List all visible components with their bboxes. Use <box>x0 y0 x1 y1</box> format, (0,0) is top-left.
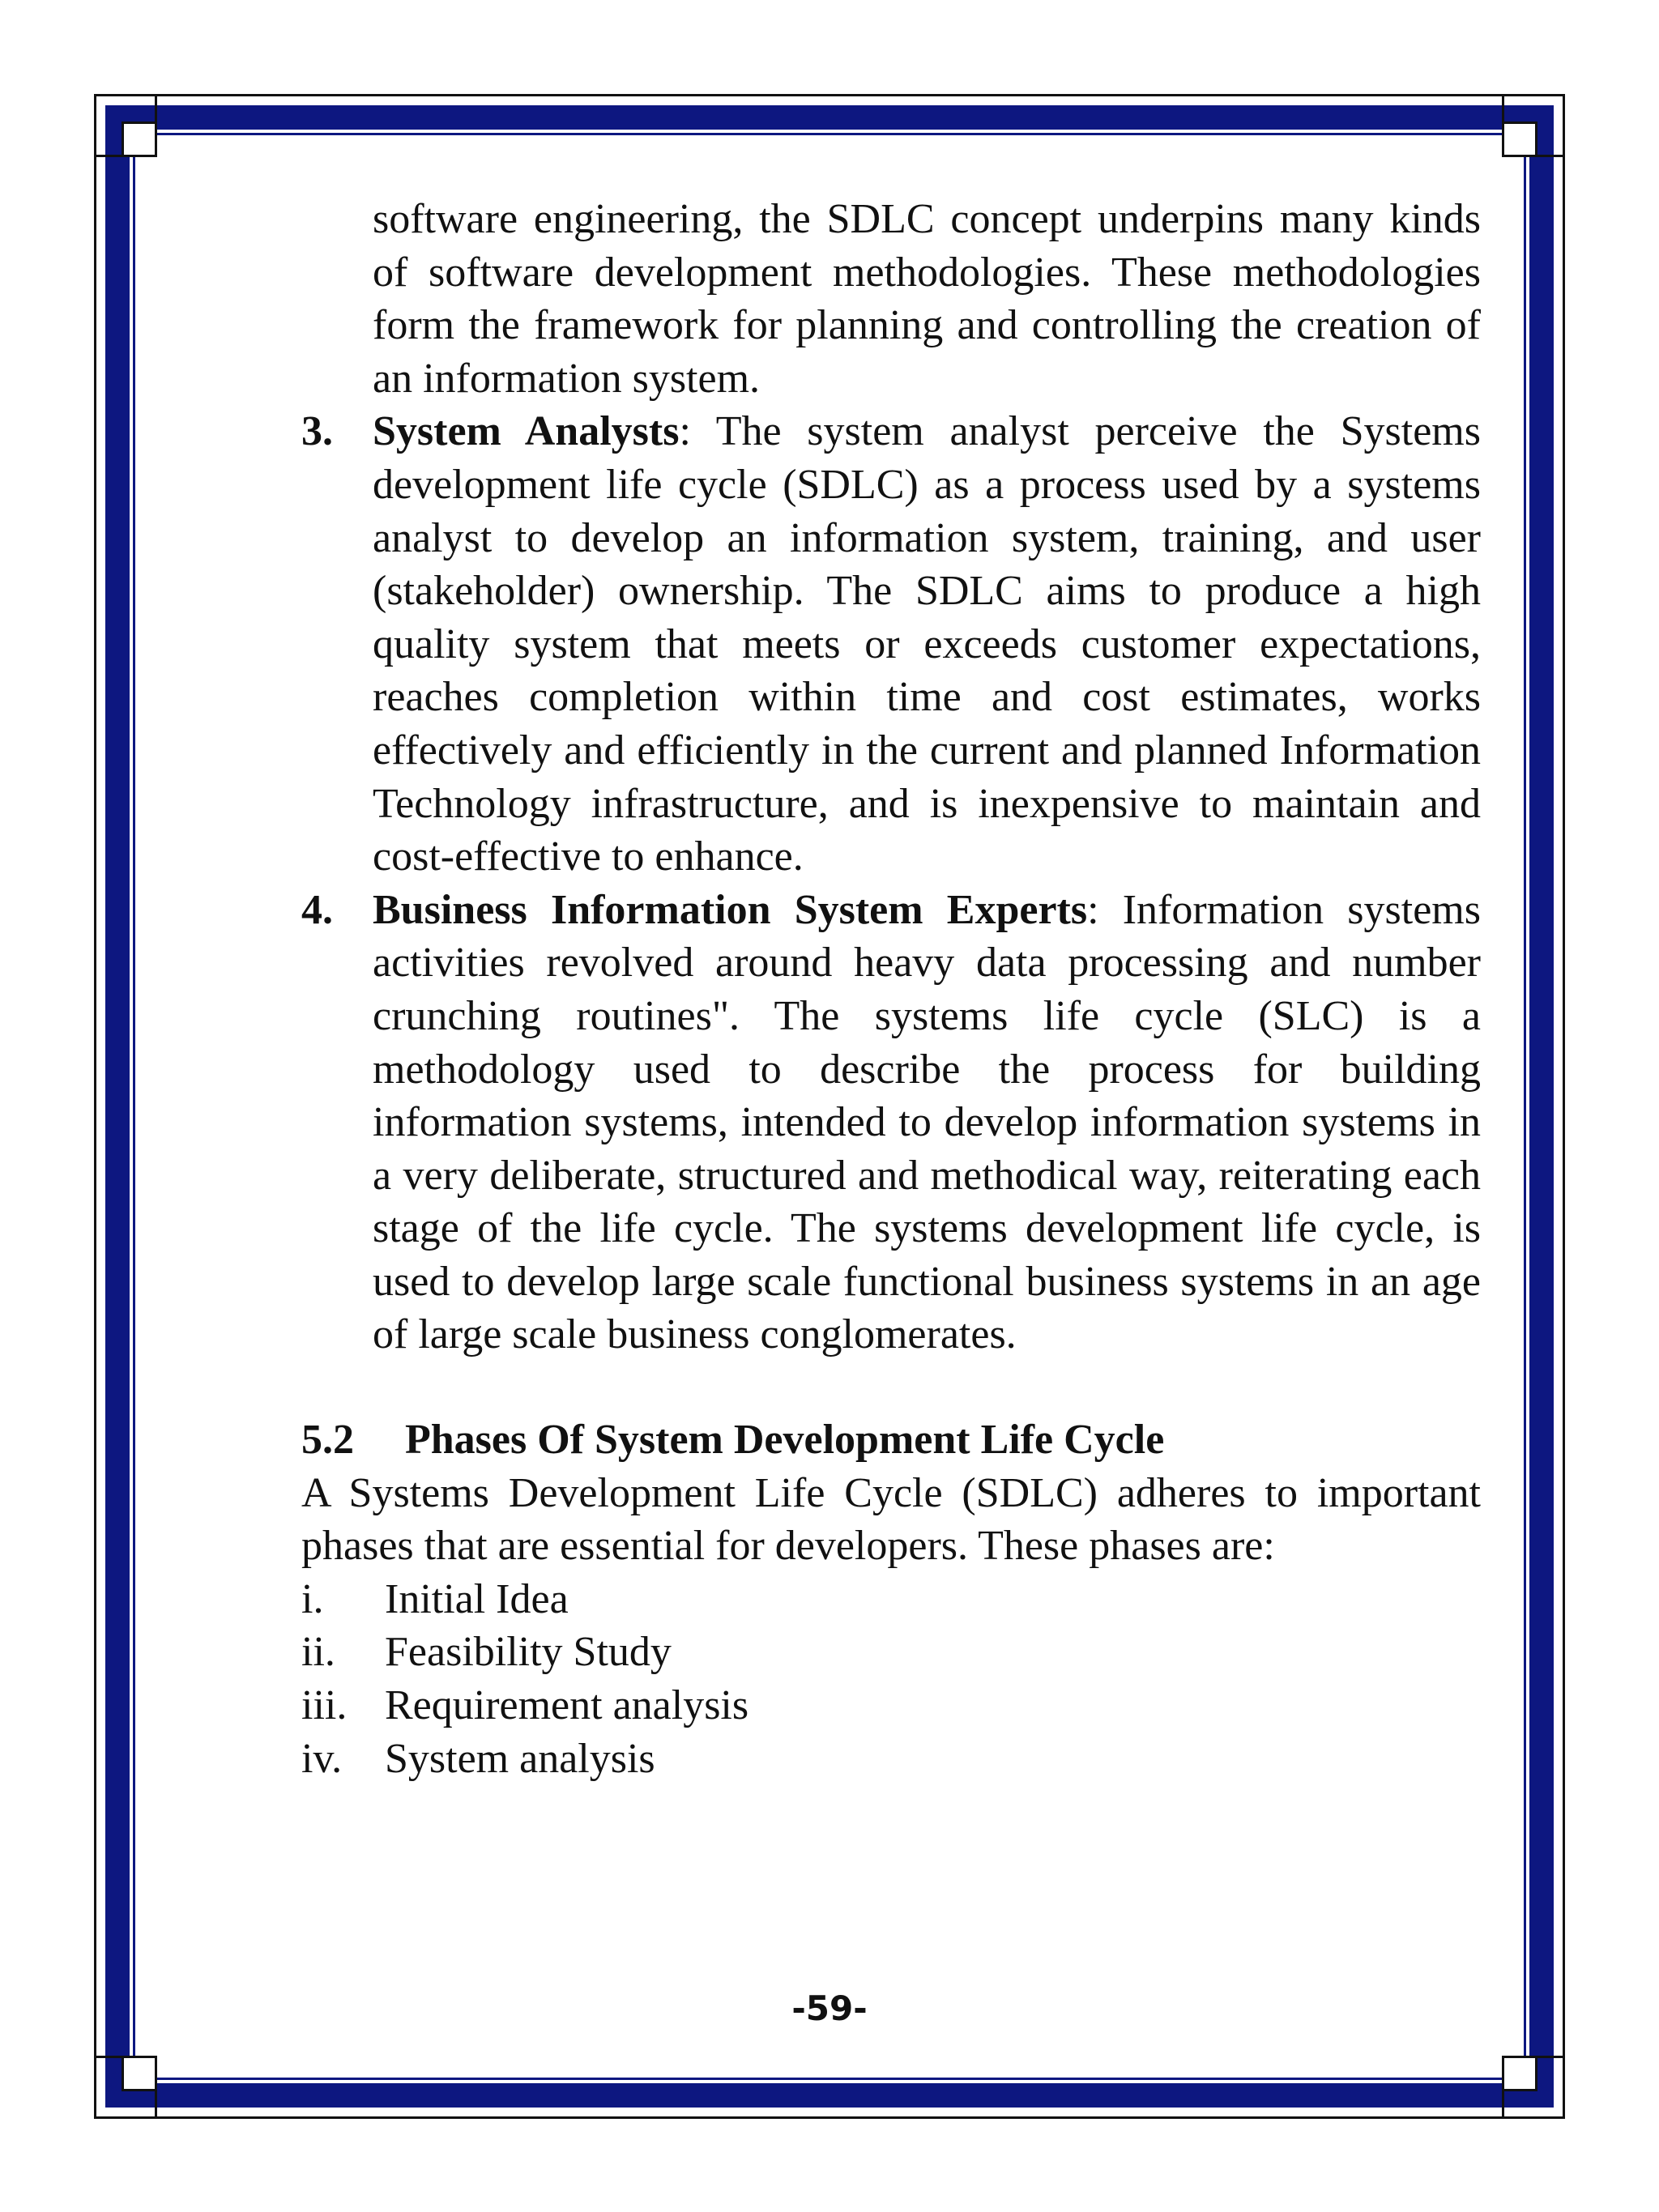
item-term: Business Information System Experts <box>373 886 1088 933</box>
section-intro: A Systems Development Life Cycle (SDLC) adheres to important phases that are essential for developers. These phases are: <box>301 1469 1481 1570</box>
phase-list-item <box>301 1626 1481 1679</box>
item-number: 3. <box>301 408 333 455</box>
phase-number: iii. <box>301 1682 348 1729</box>
item-term: System Analysts <box>373 408 680 455</box>
item-text: : Information systems activities revolved around heavy data processing and number crunching routines". The systems life cycle (SLC) is a methodology used to describe the process for building information systems, intended to develop information systems in a very deliberate, structured and methodical way, reiterating each stage of the life cycle. The systems development life cycle, is used to develop large scale functional business systems in an age of large scale business conglomerates. <box>373 886 1481 1358</box>
list-item-business-information-system-experts <box>301 884 1481 1362</box>
phase-list-item <box>301 1679 1481 1733</box>
section-heading <box>301 1413 1481 1467</box>
phase-label: Initial Idea <box>385 1575 569 1622</box>
phase-label: Feasibility Study <box>385 1629 672 1676</box>
phase-list-item <box>301 1573 1481 1626</box>
list-item-system-analysts <box>301 405 1481 883</box>
phase-number: iv. <box>301 1735 343 1782</box>
continuation-paragraph: software engineering, the SDLC concept underpins many kinds of software development methodologies. These methodologies form the framework for planning and controlling the creation of an information system. <box>373 196 1481 402</box>
page-number: -59- <box>791 1988 868 2028</box>
phase-label: Requirement analysis <box>385 1682 749 1729</box>
phase-number: ii. <box>301 1629 335 1676</box>
phase-label: System analysis <box>385 1735 655 1782</box>
section-title: Phases Of System Development Life Cycle <box>405 1417 1165 1464</box>
phase-list-item <box>301 1733 1481 1786</box>
page-content <box>301 193 1481 1785</box>
corner-square-top-right <box>1502 121 1537 157</box>
item-number: 4. <box>301 886 333 933</box>
section-number: 5.2 <box>301 1417 354 1464</box>
item-text: : The system analyst perceive the Systems development life cycle (SDLC) as a process used by a systems analyst to develop an information system, training, and user (stakeholder) ownership. The SDLC aims to produce a high quality system that meets or exceeds customer expectations, reaches completion within time and cost estimates, works effectively and efficiently in the current and planned Information Technology infrastructure, and is inexpensive to maintain and cost-effective to enhance. <box>373 408 1481 880</box>
corner-square-bottom-right <box>1502 2056 1537 2091</box>
phase-number: i. <box>301 1575 324 1622</box>
corner-square-top-left <box>122 121 157 157</box>
corner-square-bottom-left <box>122 2056 157 2091</box>
